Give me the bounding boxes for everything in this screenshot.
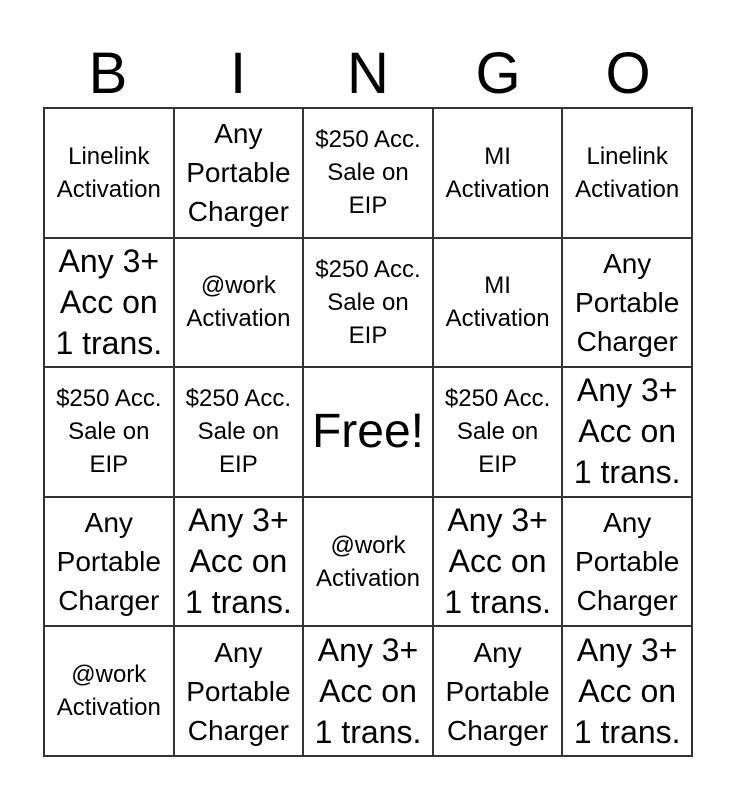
- bingo-cell: Any 3+ Acc on 1 trans.: [562, 626, 692, 756]
- bingo-cell: Any Portable Charger: [562, 497, 692, 627]
- bingo-cell: $250 Acc. Sale on EIP: [174, 367, 304, 497]
- bingo-cell: Any 3+ Acc on 1 trans.: [562, 367, 692, 497]
- bingo-cell: Any Portable Charger: [174, 108, 304, 238]
- bingo-cell: Any 3+ Acc on 1 trans.: [303, 626, 433, 756]
- bingo-cell: Any Portable Charger: [44, 497, 174, 627]
- bingo-cell: @work Activation: [303, 497, 433, 627]
- header-letter-i: I: [229, 41, 247, 106]
- bingo-cell: MI Activation: [433, 108, 563, 238]
- bingo-cell: Any 3+ Acc on 1 trans.: [44, 238, 174, 368]
- bingo-cell: Linelink Activation: [44, 108, 174, 238]
- bingo-header: [43, 40, 693, 108]
- header-letter-b: B: [88, 41, 128, 106]
- bingo-cell: $250 Acc. Sale on EIP: [303, 108, 433, 238]
- bingo-cell: Linelink Activation: [562, 108, 692, 238]
- bingo-cell: Any Portable Charger: [562, 238, 692, 368]
- bingo-cell: $250 Acc. Sale on EIP: [433, 367, 563, 497]
- bingo-cell: MI Activation: [433, 238, 563, 368]
- bingo-cell: @work Activation: [44, 626, 174, 756]
- bingo-cell: Any Portable Charger: [433, 626, 563, 756]
- bingo-cell: $250 Acc. Sale on EIP: [303, 238, 433, 368]
- header-letter-o: O: [605, 41, 651, 106]
- bingo-cell: Any Portable Charger: [174, 626, 304, 756]
- header-letter-g: G: [475, 41, 521, 106]
- free-space-cell: Free!: [303, 367, 433, 497]
- bingo-cell: @work Activation: [174, 238, 304, 368]
- bingo-cell: Any 3+ Acc on 1 trans.: [174, 497, 304, 627]
- bingo-grid: [43, 107, 693, 757]
- bingo-cell: Any 3+ Acc on 1 trans.: [433, 497, 563, 627]
- bingo-cell: $250 Acc. Sale on EIP: [44, 367, 174, 497]
- header-letter-n: N: [347, 41, 389, 106]
